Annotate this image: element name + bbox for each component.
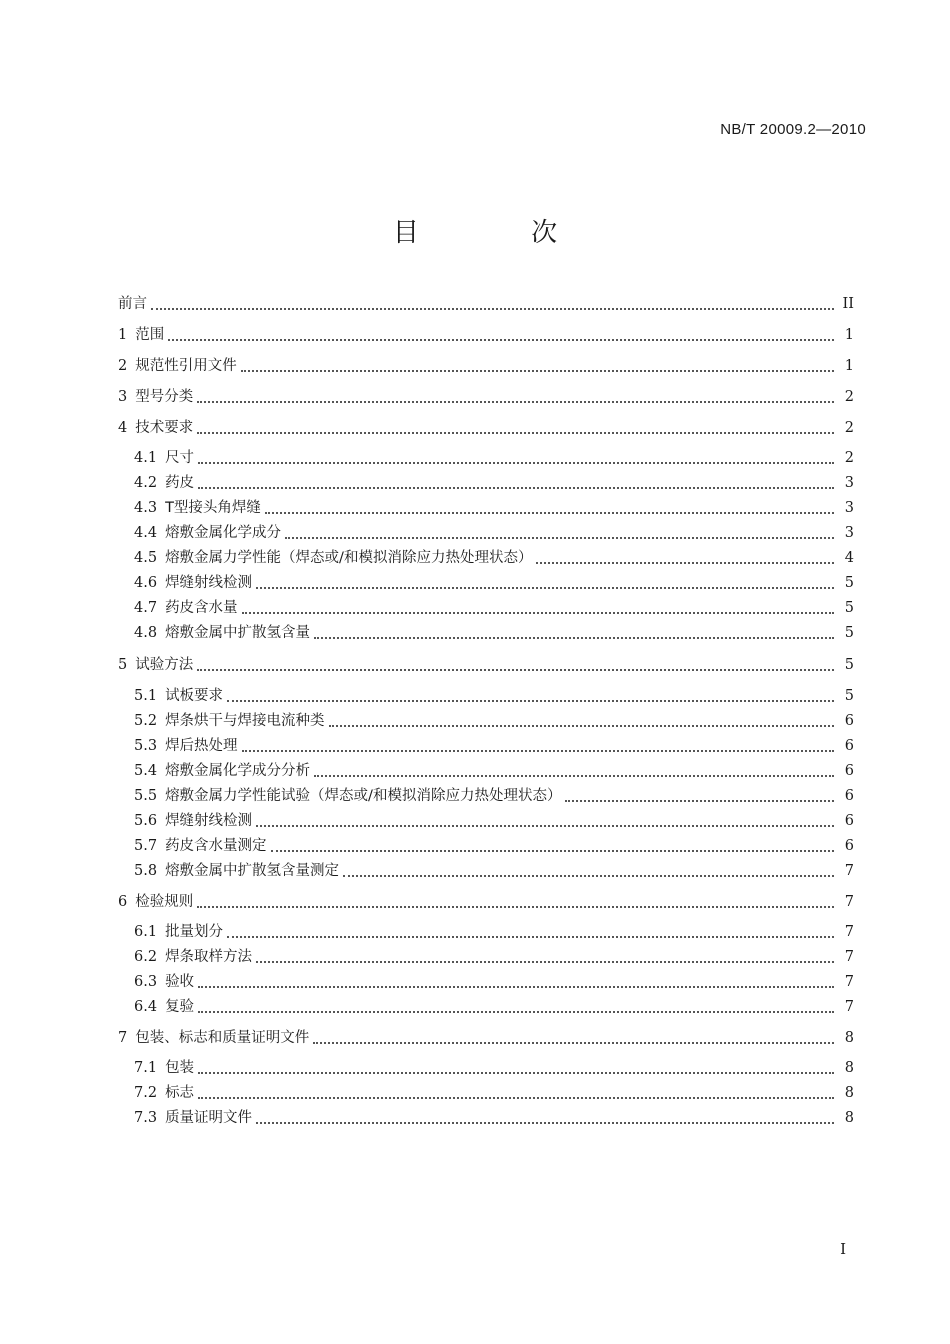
- toc-entry-number: 7.1: [134, 1060, 158, 1076]
- toc-entry-page: 2: [844, 420, 854, 436]
- toc-entry-label: 熔敷金属力学性能（焊态或/和模拟消除应力热处理状态）: [165, 550, 533, 566]
- toc-entry-label: 质量证明文件: [165, 1110, 253, 1126]
- toc-entry-label: 焊条取样方法: [165, 949, 253, 965]
- toc-entry-number: 6: [118, 894, 128, 910]
- toc-entry-page: 1: [844, 327, 854, 343]
- toc-dot-leader: [314, 636, 834, 639]
- toc-entry-number: 1: [118, 327, 128, 343]
- toc-dot-leader: [256, 586, 834, 589]
- toc-entry-label: 包装: [165, 1060, 195, 1076]
- toc-entry-number: 6.4: [134, 999, 158, 1015]
- toc-entry[interactable]: [118, 1026, 854, 1048]
- toc-entry-page: 6: [844, 713, 854, 729]
- toc-dot-leader: [271, 849, 834, 852]
- toc-entry-page: 8: [844, 1030, 854, 1046]
- toc-entry-page: 4: [844, 550, 854, 566]
- toc-entry-number: 4: [118, 420, 128, 436]
- toc-dot-leader: [151, 307, 834, 310]
- toc-entry[interactable]: [118, 385, 854, 407]
- page-number: I: [840, 1240, 846, 1258]
- toc-entry-label: 熔敷金属化学成分: [165, 525, 282, 541]
- toc-entry-number: 4.6: [134, 575, 158, 591]
- toc-entry-label: 包装、标志和质量证明文件: [135, 1030, 310, 1046]
- toc-entry[interactable]: [134, 446, 854, 468]
- toc-dot-leader: [168, 338, 834, 341]
- toc-entry-page: 6: [844, 813, 854, 829]
- toc-entry-page: 6: [844, 788, 854, 804]
- toc-entry-page: 6: [844, 738, 854, 754]
- toc-dot-leader: [565, 799, 834, 802]
- toc-entry-page: 5: [844, 625, 854, 641]
- toc-entry[interactable]: [134, 546, 854, 568]
- toc-entry-label: 药皮含水量: [165, 600, 238, 616]
- toc-entry-number: 5.3: [134, 738, 158, 754]
- toc-entry-label: 熔敷金属力学性能试验（焊态或/和模拟消除应力热处理状态）: [165, 788, 562, 804]
- toc-entry-label: 批量划分: [165, 924, 224, 940]
- toc-entry-label: 焊条烘干与焊接电流种类: [165, 713, 325, 729]
- toc-entry-label: 焊缝射线检测: [165, 813, 253, 829]
- toc-entry-label: 试板要求: [165, 688, 224, 704]
- toc-dot-leader: [197, 905, 834, 908]
- toc-dot-leader: [314, 774, 834, 777]
- toc-entry-page: 7: [844, 863, 854, 879]
- toc-dot-leader: [198, 985, 834, 988]
- toc-entry[interactable]: [134, 471, 854, 493]
- toc-entry[interactable]: [134, 1081, 854, 1103]
- toc-dot-leader: [241, 369, 834, 372]
- toc-entry[interactable]: [134, 734, 854, 756]
- toc-entry-label: 药皮含水量测定: [165, 838, 267, 854]
- toc-entry-number: 5.1: [134, 688, 158, 704]
- toc-entry[interactable]: [134, 571, 854, 593]
- toc-entry-page: 2: [844, 450, 854, 466]
- toc-entry-label: 验收: [165, 974, 195, 990]
- toc-entry-label: 熔敷金属中扩散氢含量: [165, 625, 311, 641]
- toc-dot-leader: [198, 1071, 834, 1074]
- toc-entry[interactable]: [134, 1056, 854, 1078]
- toc-entry-page: 3: [844, 500, 854, 516]
- toc-dot-leader: [198, 1010, 834, 1013]
- toc-entry-page: 7: [844, 999, 854, 1015]
- toc-entry[interactable]: [134, 496, 854, 518]
- toc-entry[interactable]: [134, 759, 854, 781]
- page-title: 目 次: [392, 218, 610, 248]
- toc-entry-page: 8: [844, 1085, 854, 1101]
- toc-entry-number: 6.2: [134, 949, 158, 965]
- toc-dot-leader: [242, 611, 834, 614]
- toc-entry-number: 2: [118, 358, 128, 374]
- toc-entry[interactable]: [134, 809, 854, 831]
- toc-entry[interactable]: [118, 653, 854, 675]
- toc-entry-page: 7: [844, 894, 854, 910]
- toc-entry[interactable]: [134, 521, 854, 543]
- toc-dot-leader: [198, 486, 834, 489]
- toc-entry[interactable]: [134, 1106, 854, 1128]
- toc-entry-page: 5: [844, 600, 854, 616]
- toc-entry-label: 尺寸: [165, 450, 195, 466]
- toc-entry[interactable]: [118, 354, 854, 376]
- toc-entry-label: 前言: [118, 296, 147, 312]
- toc-entry-number: 3: [118, 389, 128, 405]
- toc-entry-label: 复验: [165, 999, 195, 1015]
- toc-entry-number: 7.2: [134, 1085, 158, 1101]
- toc-dot-leader: [227, 699, 834, 702]
- toc-entry-page: 3: [844, 525, 854, 541]
- toc-dot-leader: [197, 668, 834, 671]
- toc-entry-number: 6.3: [134, 974, 158, 990]
- toc-entry-label: 检验规则: [135, 894, 194, 910]
- toc-entry-label: T型接头角焊缝: [165, 500, 261, 516]
- toc-entry-page: 6: [844, 763, 854, 779]
- toc-dot-leader: [285, 536, 834, 539]
- toc-entry-number: 4.3: [134, 500, 158, 516]
- toc-entry-number: 4.1: [134, 450, 158, 466]
- toc-entry[interactable]: [134, 621, 854, 643]
- toc-entry[interactable]: [134, 834, 854, 856]
- toc-entry-number: 5.8: [134, 863, 158, 879]
- toc-entry-number: 7: [118, 1030, 128, 1046]
- toc-dot-leader: [242, 749, 834, 752]
- toc-entry-label: 型号分类: [135, 389, 194, 405]
- toc-entry-page: 6: [844, 838, 854, 854]
- toc-dot-leader: [329, 724, 834, 727]
- toc-entry[interactable]: [118, 416, 854, 438]
- toc-dot-leader: [256, 824, 834, 827]
- toc-entry-number: 4.2: [134, 475, 158, 491]
- toc-entry-page: 1: [844, 358, 854, 374]
- toc-entry-number: 5.6: [134, 813, 158, 829]
- toc-entry-page: 7: [844, 949, 854, 965]
- toc-entry-label: 药皮: [165, 475, 195, 491]
- toc-dot-leader: [343, 874, 834, 877]
- toc-dot-leader: [256, 1121, 834, 1124]
- toc-entry-page: 7: [844, 924, 854, 940]
- toc-entry-page: 5: [844, 657, 854, 673]
- toc-entry[interactable]: [134, 859, 854, 881]
- toc-entry[interactable]: [134, 970, 854, 992]
- toc-dot-leader: [265, 511, 834, 514]
- toc-entry-page: 2: [844, 389, 854, 405]
- toc-entry-number: 4.7: [134, 600, 158, 616]
- toc-entry-number: 5: [118, 657, 128, 673]
- toc-entry-number: 6.1: [134, 924, 158, 940]
- toc-entry[interactable]: [118, 890, 854, 912]
- toc-entry-label: 试验方法: [135, 657, 194, 673]
- toc-entry-number: 5.5: [134, 788, 158, 804]
- toc-entry[interactable]: [134, 945, 854, 967]
- toc-dot-leader: [313, 1041, 834, 1044]
- toc-entry-number: 5.2: [134, 713, 158, 729]
- toc-dot-leader: [198, 1096, 834, 1099]
- toc-entry-page: 3: [844, 475, 854, 491]
- toc-entry-page: II: [842, 296, 854, 312]
- toc-entry[interactable]: [118, 292, 854, 314]
- toc-entry-label: 规范性引用文件: [135, 358, 237, 374]
- toc-entry[interactable]: [134, 709, 854, 731]
- toc-dot-leader: [536, 561, 834, 564]
- toc-dot-leader: [197, 431, 834, 434]
- toc-entry-page: 5: [844, 575, 854, 591]
- toc-entry-label: 技术要求: [135, 420, 194, 436]
- standard-number: NB/T 20009.2—2010: [720, 121, 866, 138]
- toc-entry-label: 范围: [135, 327, 165, 343]
- toc-entry[interactable]: [118, 323, 854, 345]
- toc-entry[interactable]: [134, 920, 854, 942]
- toc-entry-label: 熔敷金属化学成分分析: [165, 763, 311, 779]
- toc-entry-page: 8: [844, 1060, 854, 1076]
- toc-entry-page: 7: [844, 974, 854, 990]
- toc-entry-number: 5.4: [134, 763, 158, 779]
- toc-dot-leader: [198, 461, 834, 464]
- toc-entry-number: 4.5: [134, 550, 158, 566]
- toc-entry-number: 7.3: [134, 1110, 158, 1126]
- toc-dot-leader: [256, 960, 834, 963]
- toc-entry[interactable]: [134, 596, 854, 618]
- toc-entry-label: 熔敷金属中扩散氢含量测定: [165, 863, 340, 879]
- toc-entry[interactable]: [134, 995, 854, 1017]
- toc-entry-page: 5: [844, 688, 854, 704]
- toc-dot-leader: [227, 935, 834, 938]
- toc-entry-label: 焊后热处理: [165, 738, 238, 754]
- toc-entry-label: 标志: [165, 1085, 195, 1101]
- toc-entry-number: 5.7: [134, 838, 158, 854]
- toc-entry-number: 4.4: [134, 525, 158, 541]
- toc-entry[interactable]: [134, 684, 854, 706]
- toc-entry-number: 4.8: [134, 625, 158, 641]
- toc-dot-leader: [197, 400, 834, 403]
- toc-entry[interactable]: [134, 784, 854, 806]
- toc-entry-label: 焊缝射线检测: [165, 575, 253, 591]
- toc-entry-page: 8: [844, 1110, 854, 1126]
